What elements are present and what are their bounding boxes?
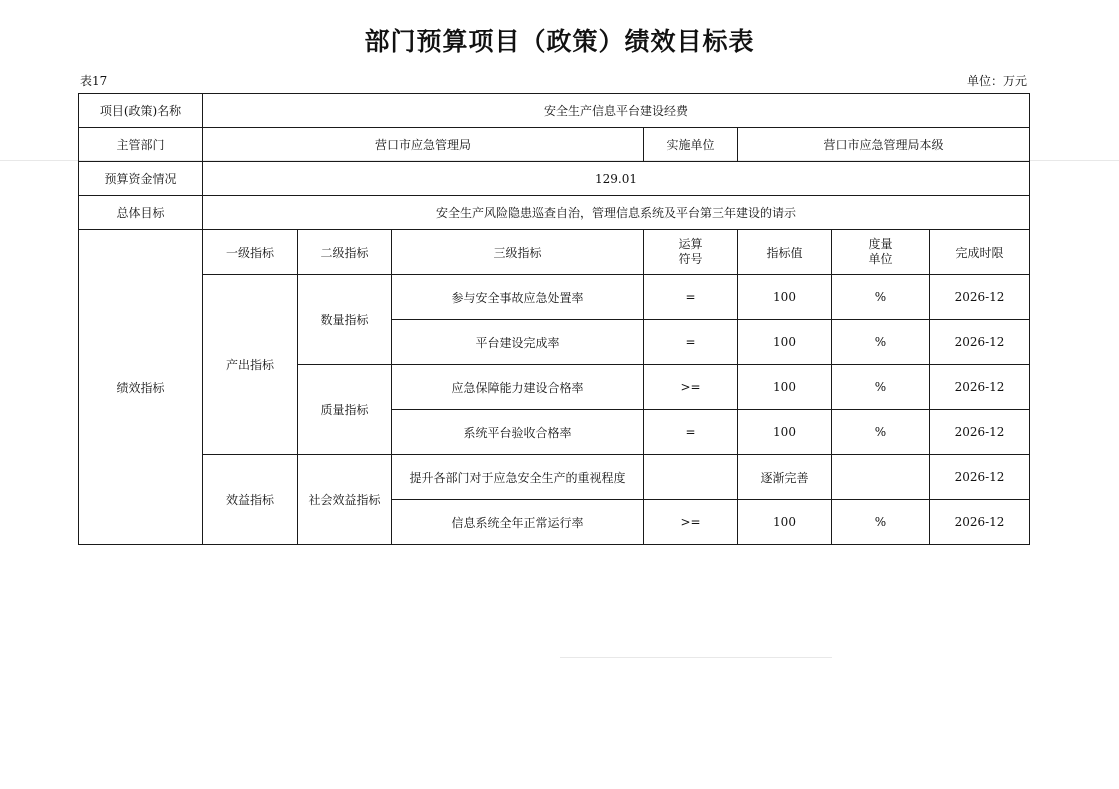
header-value: 指标值 xyxy=(738,230,832,275)
indicator-unit: % xyxy=(832,275,930,320)
group-quantity: 数量指标 xyxy=(298,275,392,365)
indicator-deadline: 2026-12 xyxy=(930,365,1030,410)
group-output: 产出指标 xyxy=(203,275,298,455)
indicator-deadline: 2026-12 xyxy=(930,410,1030,455)
budget-label: 预算资金情况 xyxy=(79,162,203,196)
goal-value: 安全生产风险隐患巡查自治，管理信息系统及平台第三年建设的请示 xyxy=(203,196,1030,230)
page-title: 部门预算项目（政策）绩效目标表 xyxy=(364,27,755,56)
scan-line xyxy=(560,657,832,658)
indicator-name: 参与安全事故应急处置率 xyxy=(392,275,644,320)
header-operator xyxy=(644,230,738,275)
indicator-operator: = xyxy=(644,320,738,365)
indicator-name: 应急保障能力建设合格率 xyxy=(392,365,644,410)
goal-label: 总体目标 xyxy=(79,196,203,230)
indicator-value: 逐渐完善 xyxy=(738,455,832,500)
group-benefit: 效益指标 xyxy=(203,455,298,545)
dept-row xyxy=(79,128,1030,162)
budget-row xyxy=(79,162,1030,196)
table-number: 表17 xyxy=(80,74,108,88)
header-unit-line1: 度量 xyxy=(868,237,893,251)
indicator-name: 提升各部门对于应急安全生产的重视程度 xyxy=(392,455,644,500)
dept-label: 主管部门 xyxy=(79,128,203,162)
budget-value: 129.01 xyxy=(203,162,1030,196)
indicator-deadline: 2026-12 xyxy=(930,320,1030,365)
indicator-operator xyxy=(644,455,738,500)
header-operator-line2: 符号 xyxy=(678,252,703,266)
indicator-unit: % xyxy=(832,500,930,545)
header-unit xyxy=(832,230,930,275)
header-deadline: 完成时限 xyxy=(930,230,1030,275)
indicator-deadline: 2026-12 xyxy=(930,455,1030,500)
dept-value: 营口市应急管理局 xyxy=(203,128,644,162)
project-label: 项目(政策)名称 xyxy=(79,94,203,128)
indicator-unit: % xyxy=(832,410,930,455)
group-quality: 质量指标 xyxy=(298,365,392,455)
indicator-row xyxy=(79,455,1030,500)
unit-label: 单位：万元 xyxy=(966,74,1027,88)
indicator-operator: = xyxy=(644,275,738,320)
header-level1: 一级指标 xyxy=(203,230,298,275)
indicator-value: 100 xyxy=(738,365,832,410)
perf-indicator-label: 绩效指标 xyxy=(79,230,203,545)
indicator-operator: = xyxy=(644,410,738,455)
header-level2: 二级指标 xyxy=(298,230,392,275)
indicator-value: 100 xyxy=(738,275,832,320)
indicator-value: 100 xyxy=(738,500,832,545)
indicator-operator: >= xyxy=(644,365,738,410)
indicator-deadline: 2026-12 xyxy=(930,500,1030,545)
header-row xyxy=(79,230,1030,275)
indicator-unit: % xyxy=(832,365,930,410)
performance-table xyxy=(78,93,1030,545)
indicator-row xyxy=(79,275,1030,320)
indicator-deadline: 2026-12 xyxy=(930,275,1030,320)
indicator-unit: % xyxy=(832,320,930,365)
impl-label: 实施单位 xyxy=(644,128,738,162)
indicator-operator: >= xyxy=(644,500,738,545)
header-level3: 三级指标 xyxy=(392,230,644,275)
impl-value: 营口市应急管理局本级 xyxy=(738,128,1030,162)
project-value: 安全生产信息平台建设经费 xyxy=(203,94,1030,128)
indicator-unit xyxy=(832,455,930,500)
indicator-name: 信息系统全年正常运行率 xyxy=(392,500,644,545)
indicator-value: 100 xyxy=(738,410,832,455)
indicator-name: 系统平台验收合格率 xyxy=(392,410,644,455)
header-operator-line1: 运算 xyxy=(678,237,703,251)
goal-row xyxy=(79,196,1030,230)
project-row xyxy=(79,94,1030,128)
indicator-name: 平台建设完成率 xyxy=(392,320,644,365)
header-unit-line2: 单位 xyxy=(868,252,893,266)
indicator-value: 100 xyxy=(738,320,832,365)
group-social: 社会效益指标 xyxy=(298,455,392,545)
